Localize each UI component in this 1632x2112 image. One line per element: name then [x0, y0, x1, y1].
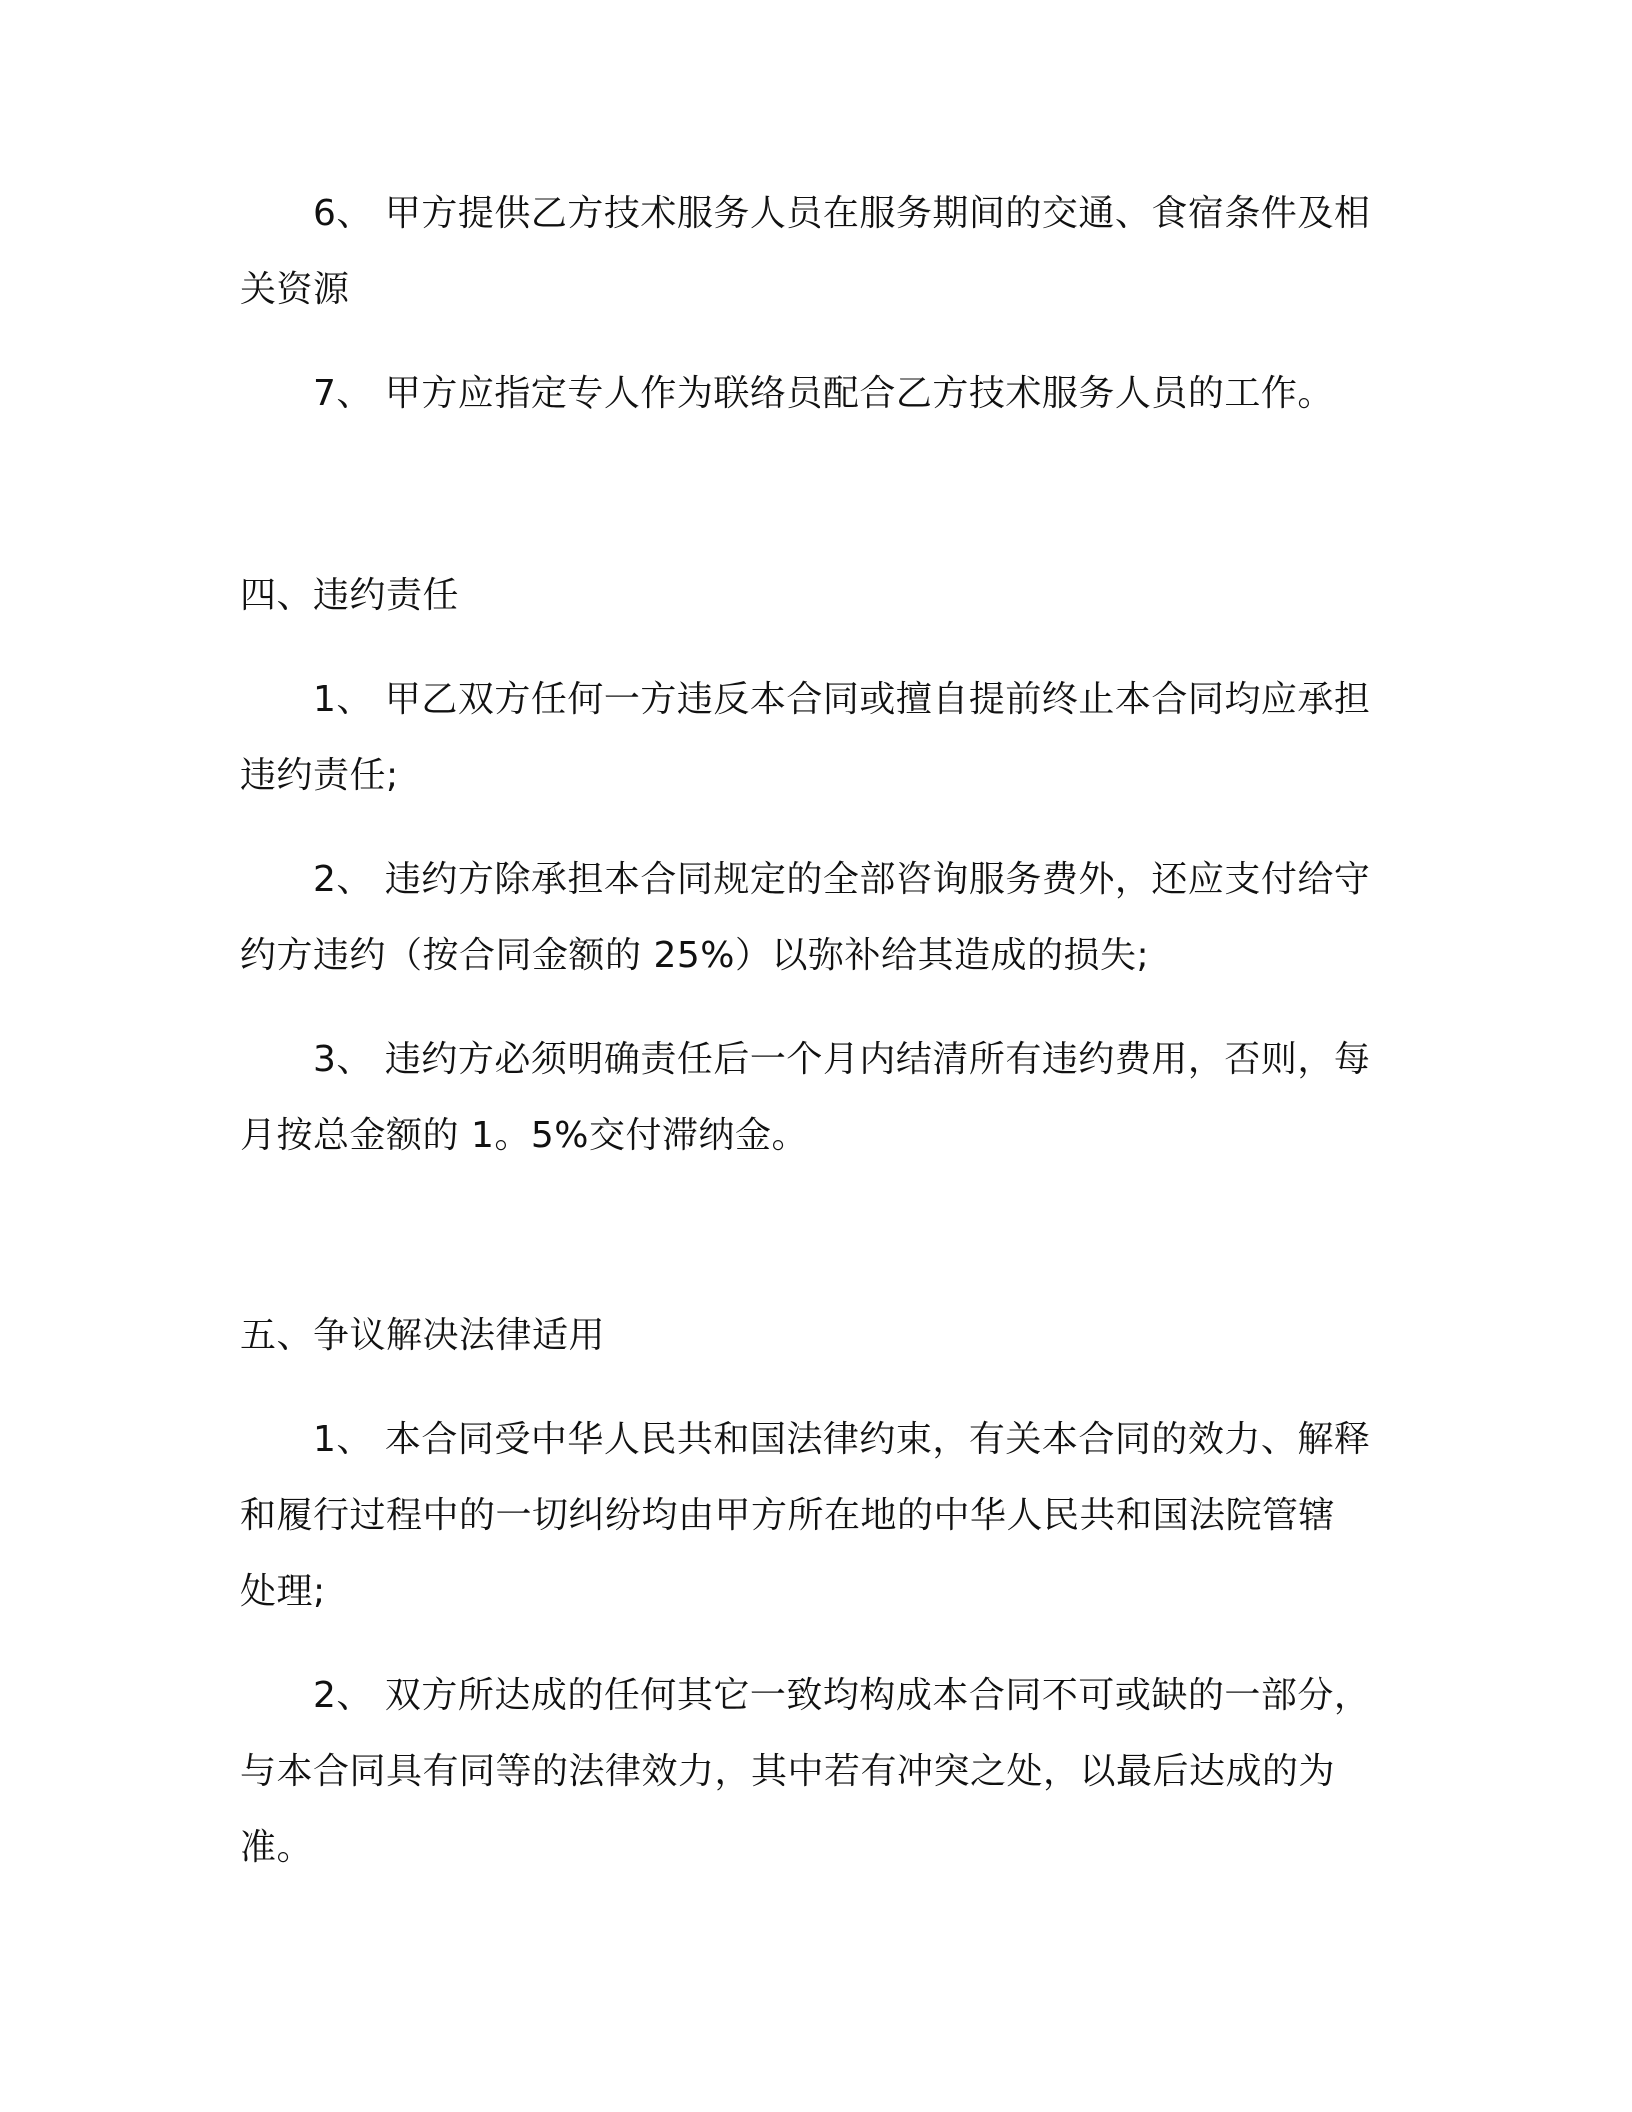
- section-4-heading: 四、违约责任: [240, 575, 460, 616]
- s4-item-2-line-1: 2、 违约方除承担本合同规定的全部咨询服务费外，还应支付给守: [313, 859, 1371, 900]
- item-7-line-1: 7、 甲方应指定专人作为联络员配合乙方技术服务人员的工作。: [313, 373, 1334, 414]
- s5-item-1-line-2: 和履行过程中的一切纠纷均由甲方所在地的中华人民共和国法院管辖: [240, 1495, 1336, 1536]
- s5-item-2-line-1: 2、 双方所达成的任何其它一致均构成本合同不可或缺的一部分，: [313, 1675, 1371, 1716]
- s5-item-2-line-3: 准。: [240, 1827, 314, 1868]
- s4-item-1-line-2: 违约责任;: [240, 755, 399, 796]
- s5-item-1-line-1: 1、 本合同受中华人民共和国法律约束，有关本合同的效力、解释: [313, 1419, 1371, 1460]
- s5-item-2-line-2: 与本合同具有同等的法律效力，其中若有冲突之处，以最后达成的为: [240, 1751, 1336, 1792]
- item-6-line-2: 关资源: [240, 269, 350, 310]
- s4-item-3-line-2: 月按总金额的 1。5%交付滞纳金。: [240, 1115, 808, 1156]
- s4-item-3-line-1: 3、 违约方必须明确责任后一个月内结清所有违约费用，否则，每: [313, 1039, 1371, 1080]
- section-5-heading: 五、争议解决法律适用: [240, 1315, 606, 1356]
- s5-item-1-line-3: 处理;: [240, 1571, 326, 1612]
- s4-item-1-line-1: 1、 甲乙双方任何一方违反本合同或擅自提前终止本合同均应承担: [313, 679, 1371, 720]
- item-6-line-1: 6、 甲方提供乙方技术服务人员在服务期间的交通、食宿条件及相: [313, 193, 1371, 234]
- s4-item-2-line-2: 约方违约（按合同金额的 25%）以弥补给其造成的损失;: [240, 935, 1150, 976]
